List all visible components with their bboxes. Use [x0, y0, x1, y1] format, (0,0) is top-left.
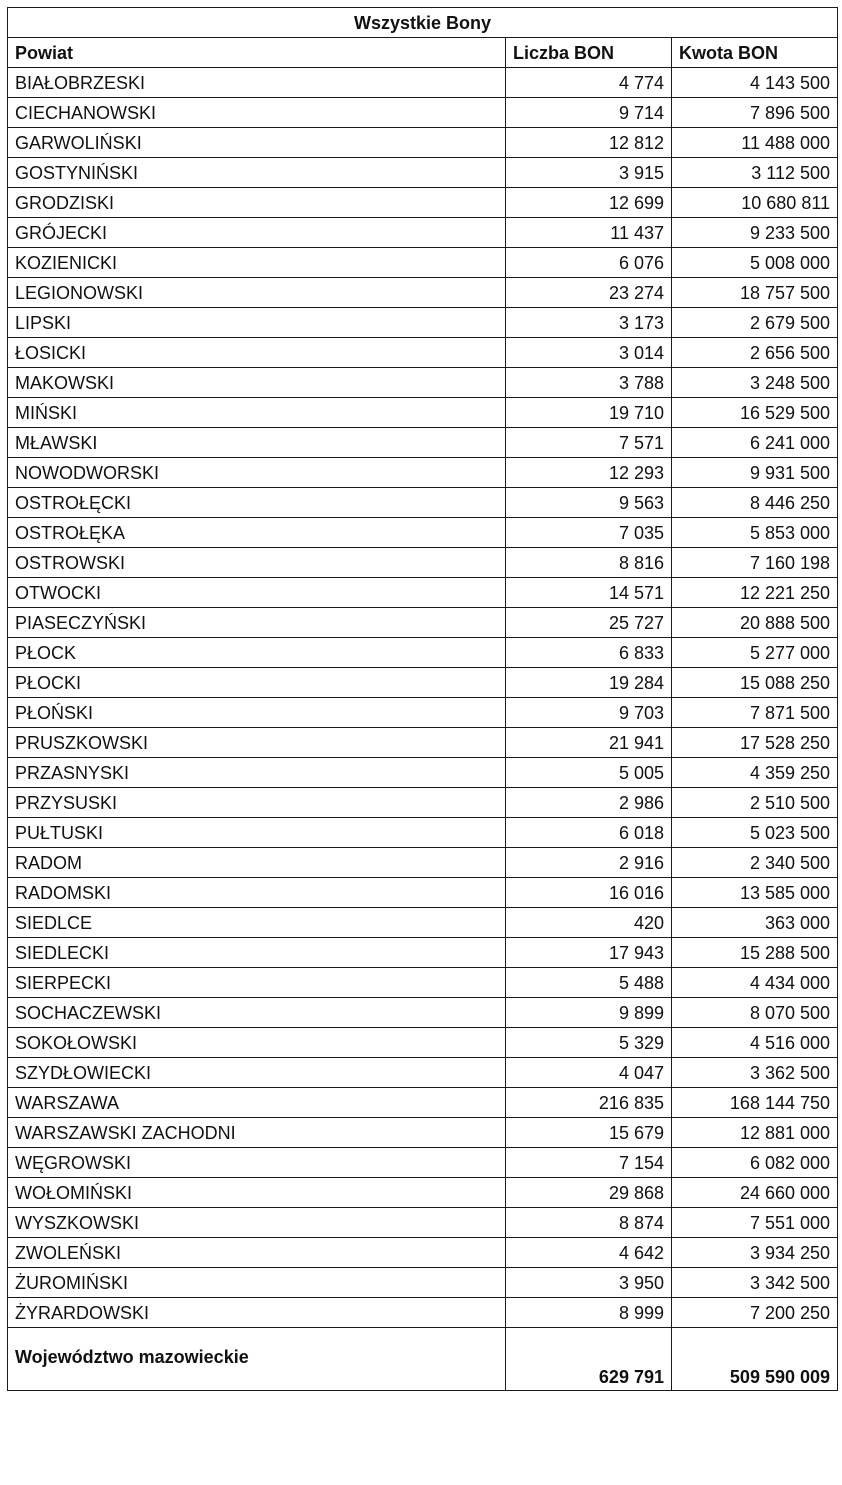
kwota-bon-cell: 7 871 500 [672, 698, 838, 728]
liczba-bon-cell: 17 943 [506, 938, 672, 968]
table-row [8, 128, 838, 158]
powiat-cell: SOKOŁOWSKI [8, 1028, 506, 1058]
table-row [8, 1058, 838, 1088]
powiat-cell: GARWOLIŃSKI [8, 128, 506, 158]
powiat-cell: GOSTYNIŃSKI [8, 158, 506, 188]
kwota-bon-cell: 20 888 500 [672, 608, 838, 638]
table-row [8, 938, 838, 968]
kwota-bon-cell: 9 931 500 [672, 458, 838, 488]
table-row [8, 1268, 838, 1298]
liczba-bon-cell: 3 915 [506, 158, 672, 188]
kwota-bon-cell: 12 881 000 [672, 1118, 838, 1148]
kwota-bon-cell: 3 934 250 [672, 1238, 838, 1268]
liczba-bon-cell: 7 571 [506, 428, 672, 458]
header-liczba-bon: Liczba BON [506, 38, 672, 68]
liczba-bon-cell: 19 284 [506, 668, 672, 698]
powiat-cell: ŁOSICKI [8, 338, 506, 368]
kwota-bon-cell: 9 233 500 [672, 218, 838, 248]
table-row [8, 1088, 838, 1118]
liczba-bon-cell: 9 899 [506, 998, 672, 1028]
liczba-bon-cell: 3 950 [506, 1268, 672, 1298]
liczba-bon-cell: 12 699 [506, 188, 672, 218]
powiat-cell: PIASECZYŃSKI [8, 608, 506, 638]
liczba-bon-cell: 3 173 [506, 308, 672, 338]
powiat-cell: ŻYRARDOWSKI [8, 1298, 506, 1328]
kwota-bon-cell: 24 660 000 [672, 1178, 838, 1208]
liczba-bon-cell: 12 812 [506, 128, 672, 158]
powiat-cell: OSTROŁĘKA [8, 518, 506, 548]
table-row [8, 848, 838, 878]
liczba-bon-cell: 6 076 [506, 248, 672, 278]
powiat-cell: GRÓJECKI [8, 218, 506, 248]
table-row [8, 1148, 838, 1178]
table-row [8, 1208, 838, 1238]
liczba-bon-cell: 6 833 [506, 638, 672, 668]
kwota-bon-cell: 168 144 750 [672, 1088, 838, 1118]
title-row [8, 8, 838, 38]
table-row [8, 188, 838, 218]
total-label: Województwo mazowieckie [8, 1328, 506, 1391]
kwota-bon-cell: 7 896 500 [672, 98, 838, 128]
kwota-bon-cell: 13 585 000 [672, 878, 838, 908]
total-kwota-bon: 509 590 009 [672, 1328, 838, 1391]
table-row [8, 458, 838, 488]
liczba-bon-cell: 15 679 [506, 1118, 672, 1148]
kwota-bon-cell: 17 528 250 [672, 728, 838, 758]
kwota-bon-cell: 3 112 500 [672, 158, 838, 188]
powiat-cell: ŻUROMIŃSKI [8, 1268, 506, 1298]
powiat-cell: LEGIONOWSKI [8, 278, 506, 308]
powiat-cell: RADOM [8, 848, 506, 878]
liczba-bon-cell: 5 005 [506, 758, 672, 788]
liczba-bon-cell: 9 714 [506, 98, 672, 128]
table-row [8, 98, 838, 128]
kwota-bon-cell: 7 200 250 [672, 1298, 838, 1328]
table-row [8, 278, 838, 308]
header-kwota-bon: Kwota BON [672, 38, 838, 68]
liczba-bon-cell: 9 563 [506, 488, 672, 518]
kwota-bon-cell: 15 088 250 [672, 668, 838, 698]
kwota-bon-cell: 12 221 250 [672, 578, 838, 608]
powiat-cell: PRZYSUSKI [8, 788, 506, 818]
liczba-bon-cell: 16 016 [506, 878, 672, 908]
powiat-cell: OSTROWSKI [8, 548, 506, 578]
kwota-bon-cell: 5 853 000 [672, 518, 838, 548]
powiat-cell: PŁOŃSKI [8, 698, 506, 728]
kwota-bon-cell: 363 000 [672, 908, 838, 938]
powiat-cell: WARSZAWSKI ZACHODNI [8, 1118, 506, 1148]
table-row [8, 878, 838, 908]
table-row [8, 1178, 838, 1208]
liczba-bon-cell: 3 014 [506, 338, 672, 368]
table-row [8, 488, 838, 518]
table-row [8, 308, 838, 338]
powiat-cell: PUŁTUSKI [8, 818, 506, 848]
powiat-cell: SOCHACZEWSKI [8, 998, 506, 1028]
table-row [8, 218, 838, 248]
liczba-bon-cell: 19 710 [506, 398, 672, 428]
liczba-bon-cell: 12 293 [506, 458, 672, 488]
powiat-cell: KOZIENICKI [8, 248, 506, 278]
powiat-cell: RADOMSKI [8, 878, 506, 908]
liczba-bon-cell: 11 437 [506, 218, 672, 248]
powiat-cell: NOWODWORSKI [8, 458, 506, 488]
table-row [8, 548, 838, 578]
liczba-bon-cell: 4 642 [506, 1238, 672, 1268]
table-row [8, 1298, 838, 1328]
liczba-bon-cell: 2 916 [506, 848, 672, 878]
liczba-bon-cell: 25 727 [506, 608, 672, 638]
total-row [8, 1328, 838, 1391]
table-row [8, 1028, 838, 1058]
powiat-cell: WĘGROWSKI [8, 1148, 506, 1178]
powiat-cell: PRZASNYSKI [8, 758, 506, 788]
kwota-bon-cell: 5 008 000 [672, 248, 838, 278]
table-row [8, 728, 838, 758]
liczba-bon-cell: 7 154 [506, 1148, 672, 1178]
document [7, 7, 838, 1391]
powiat-cell: SIEDLECKI [8, 938, 506, 968]
table-row [8, 518, 838, 548]
kwota-bon-cell: 6 241 000 [672, 428, 838, 458]
powiat-cell: OSTROŁĘCKI [8, 488, 506, 518]
table-row [8, 998, 838, 1028]
powiat-cell: SIEDLCE [8, 908, 506, 938]
table-row [8, 338, 838, 368]
liczba-bon-cell: 8 874 [506, 1208, 672, 1238]
kwota-bon-cell: 2 340 500 [672, 848, 838, 878]
kwota-bon-cell: 4 516 000 [672, 1028, 838, 1058]
liczba-bon-cell: 23 274 [506, 278, 672, 308]
liczba-bon-cell: 2 986 [506, 788, 672, 818]
liczba-bon-cell: 6 018 [506, 818, 672, 848]
table-row [8, 818, 838, 848]
table-row [8, 908, 838, 938]
table-row [8, 788, 838, 818]
table-row [8, 368, 838, 398]
table-row [8, 638, 838, 668]
table-row [8, 248, 838, 278]
kwota-bon-cell: 6 082 000 [672, 1148, 838, 1178]
liczba-bon-cell: 420 [506, 908, 672, 938]
table-row [8, 668, 838, 698]
liczba-bon-cell: 9 703 [506, 698, 672, 728]
table-title: Wszystkie Bony [8, 8, 838, 38]
powiat-cell: PŁOCKI [8, 668, 506, 698]
kwota-bon-cell: 7 551 000 [672, 1208, 838, 1238]
powiat-cell: SIERPECKI [8, 968, 506, 998]
powiat-cell: PRUSZKOWSKI [8, 728, 506, 758]
powiat-cell: GRODZISKI [8, 188, 506, 218]
table-row [8, 758, 838, 788]
liczba-bon-cell: 216 835 [506, 1088, 672, 1118]
kwota-bon-cell: 4 359 250 [672, 758, 838, 788]
kwota-bon-cell: 7 160 198 [672, 548, 838, 578]
liczba-bon-cell: 8 816 [506, 548, 672, 578]
table-row [8, 398, 838, 428]
liczba-bon-cell: 8 999 [506, 1298, 672, 1328]
liczba-bon-cell: 29 868 [506, 1178, 672, 1208]
liczba-bon-cell: 21 941 [506, 728, 672, 758]
kwota-bon-cell: 2 510 500 [672, 788, 838, 818]
kwota-bon-cell: 3 362 500 [672, 1058, 838, 1088]
kwota-bon-cell: 5 023 500 [672, 818, 838, 848]
table-row [8, 578, 838, 608]
kwota-bon-cell: 10 680 811 [672, 188, 838, 218]
kwota-bon-cell: 2 656 500 [672, 338, 838, 368]
powiat-cell: OTWOCKI [8, 578, 506, 608]
table-row [8, 158, 838, 188]
powiat-cell: MAKOWSKI [8, 368, 506, 398]
table-row [8, 428, 838, 458]
powiat-cell: LIPSKI [8, 308, 506, 338]
kwota-bon-cell: 11 488 000 [672, 128, 838, 158]
kwota-bon-cell: 3 248 500 [672, 368, 838, 398]
kwota-bon-cell: 8 070 500 [672, 998, 838, 1028]
kwota-bon-cell: 2 679 500 [672, 308, 838, 338]
table-row [8, 968, 838, 998]
powiat-cell: MŁAWSKI [8, 428, 506, 458]
powiat-cell: ZWOLEŃSKI [8, 1238, 506, 1268]
kwota-bon-cell: 3 342 500 [672, 1268, 838, 1298]
liczba-bon-cell: 5 488 [506, 968, 672, 998]
powiat-cell: WOŁOMIŃSKI [8, 1178, 506, 1208]
kwota-bon-cell: 8 446 250 [672, 488, 838, 518]
liczba-bon-cell: 3 788 [506, 368, 672, 398]
powiat-cell: PŁOCK [8, 638, 506, 668]
kwota-bon-cell: 4 143 500 [672, 68, 838, 98]
liczba-bon-cell: 7 035 [506, 518, 672, 548]
kwota-bon-cell: 18 757 500 [672, 278, 838, 308]
kwota-bon-cell: 16 529 500 [672, 398, 838, 428]
powiat-cell: WARSZAWA [8, 1088, 506, 1118]
table-row [8, 1238, 838, 1268]
header-powiat: Powiat [8, 38, 506, 68]
liczba-bon-cell: 4 774 [506, 68, 672, 98]
powiat-cell: SZYDŁOWIECKI [8, 1058, 506, 1088]
liczba-bon-cell: 4 047 [506, 1058, 672, 1088]
kwota-bon-cell: 15 288 500 [672, 938, 838, 968]
table-body [8, 68, 838, 1328]
liczba-bon-cell: 14 571 [506, 578, 672, 608]
vouchers-table [7, 7, 838, 1391]
powiat-cell: MIŃSKI [8, 398, 506, 428]
powiat-cell: BIAŁOBRZESKI [8, 68, 506, 98]
kwota-bon-cell: 5 277 000 [672, 638, 838, 668]
total-liczba-bon: 629 791 [506, 1328, 672, 1391]
table-row [8, 68, 838, 98]
table-row [8, 1118, 838, 1148]
liczba-bon-cell: 5 329 [506, 1028, 672, 1058]
table-row [8, 608, 838, 638]
kwota-bon-cell: 4 434 000 [672, 968, 838, 998]
header-row [8, 38, 838, 68]
powiat-cell: CIECHANOWSKI [8, 98, 506, 128]
table-row [8, 698, 838, 728]
powiat-cell: WYSZKOWSKI [8, 1208, 506, 1238]
